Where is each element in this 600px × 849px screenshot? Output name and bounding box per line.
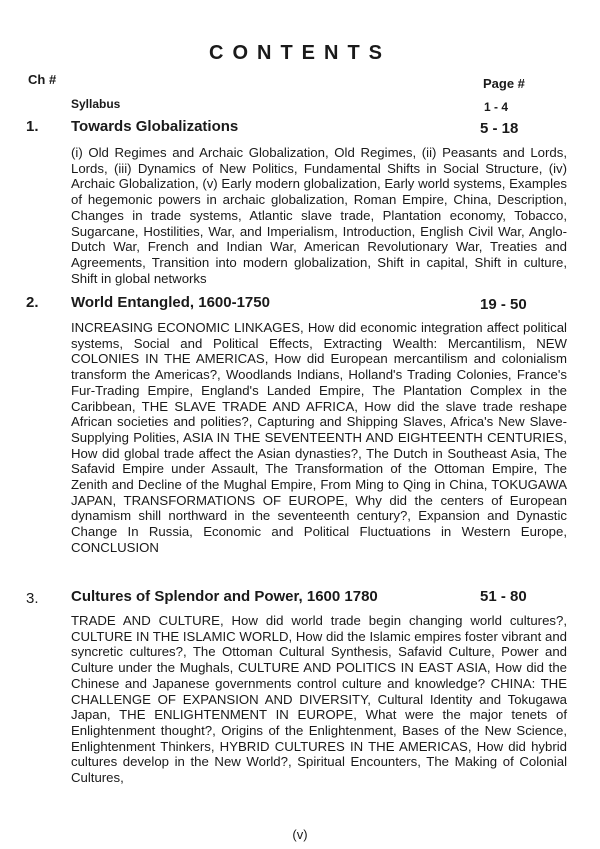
chapter-title: World Entangled, 1600-1750 <box>71 294 270 311</box>
chapter-number: 2. <box>26 294 39 311</box>
chapter-pages: 19 - 50 <box>480 296 527 313</box>
page-number-footer: (v) <box>292 827 308 842</box>
chapter-pages: 5 - 18 <box>480 120 519 137</box>
page-title: CONTENTS <box>209 42 391 64</box>
chapter-column-header: Ch # <box>28 72 57 87</box>
chapter-title: Cultures of Splendor and Power, 1600 1780 <box>71 588 378 605</box>
syllabus-label: Syllabus <box>71 97 121 111</box>
syllabus-pages: 1 - 4 <box>484 100 509 114</box>
chapter-description: (i) Old Regimes and Archaic Globalization, Old Regimes, (ii) Peasants and Lords, Lords, (iii) Dynamics of New Politics, Fundamental Shifts in Social Structure, (iv) Archaic Globalization, (v) Early modern globalization, Early world systems, Examples of hegemonic powers in archaic globalization, Roman Empire, China, Description, Changes in trade systems, Atlantic slave trade, Plantation economy, Tobacco, Sugarcane, Hostilities, War, and Imperialism, Introduction, English Civil War, Anglo-Dutch War, French and Indian War, American Revolutionary War, Treaties and Agreements, Transition into modern globalization, Shift in capital, Shift in culture, Shift in global networks <box>71 145 567 286</box>
page-column-header: Page # <box>483 76 525 91</box>
chapter-description: INCREASING ECONOMIC LINKAGES, How did economic integration affect political systems, Social and Political Effects, Extracting Wealth: Mercantilism, NEW COLONIES IN THE AMERICAS, How did European mercantilism and colonialism transform the Americas?, Woodlands Indians, Holland's Trading Colonies, France's Fur-Trading Empire, England's Landed Empire, The Plantation Complex in the Caribbean, THE SLAVE TRADE AND AFRICA, How did the slave trade reshape African societies and polities?, Capturing and Shipping Slaves, Africa's New Slave-Supplying Polities, ASIA IN THE SEVENTEENTH AND EIGHTEENTH CENTURIES, How did global trade affect the Asian dynasties?, The Dutch in Southeast Asia, The Safavid Empire under Assault, The Transformation of the Ottoman Empire, The Zenith and Decline of the Mughal Empire, From Ming to Qing in China, TOKUGAWA JAPAN, TRANSFORMATIONS OF EUROPE, Why did the centers of European dynamism shill northward in the seventeenth century?, Expansion and Dynastic Change In Russia, Economic and Political Fluctuations in Western Europe, CONCLUSION <box>71 320 567 555</box>
chapter-number: 1. <box>26 118 39 135</box>
chapter-number: 3. <box>26 590 39 607</box>
chapter-description: TRADE AND CULTURE, How did world trade begin changing world cultures?, CULTURE IN THE ISLAMIC WORLD, How did the Islamic empires foster vibrant and syncretic cultures?, The Ottoman Cultural Synthesis, Safavid Culture, Power and Culture under the Mughals, CULTURE AND POLITICS IN EAST ASIA, How did the Chinese and Japanese governments control culture and knowledge? CHINA: THE CHALLENGE OF EXPANSION AND DIVERSITY, Cultural Identity and Tokugawa Japan, THE ENLIGHTENMENT IN EUROPE, What were the major tenets of Enlightenment thought?, Origins of the Enlightenment, Bases of the New Science, Enlightenment Thinkers, HYBRID CULTURES IN THE AMERICAS, How did hybrid cultures develop in the New World?, Spiritual Encounters, The Making of Colonial Cultures, <box>71 613 567 786</box>
chapter-title: Towards Globalizations <box>71 118 239 135</box>
chapter-pages: 51 - 80 <box>480 588 527 605</box>
